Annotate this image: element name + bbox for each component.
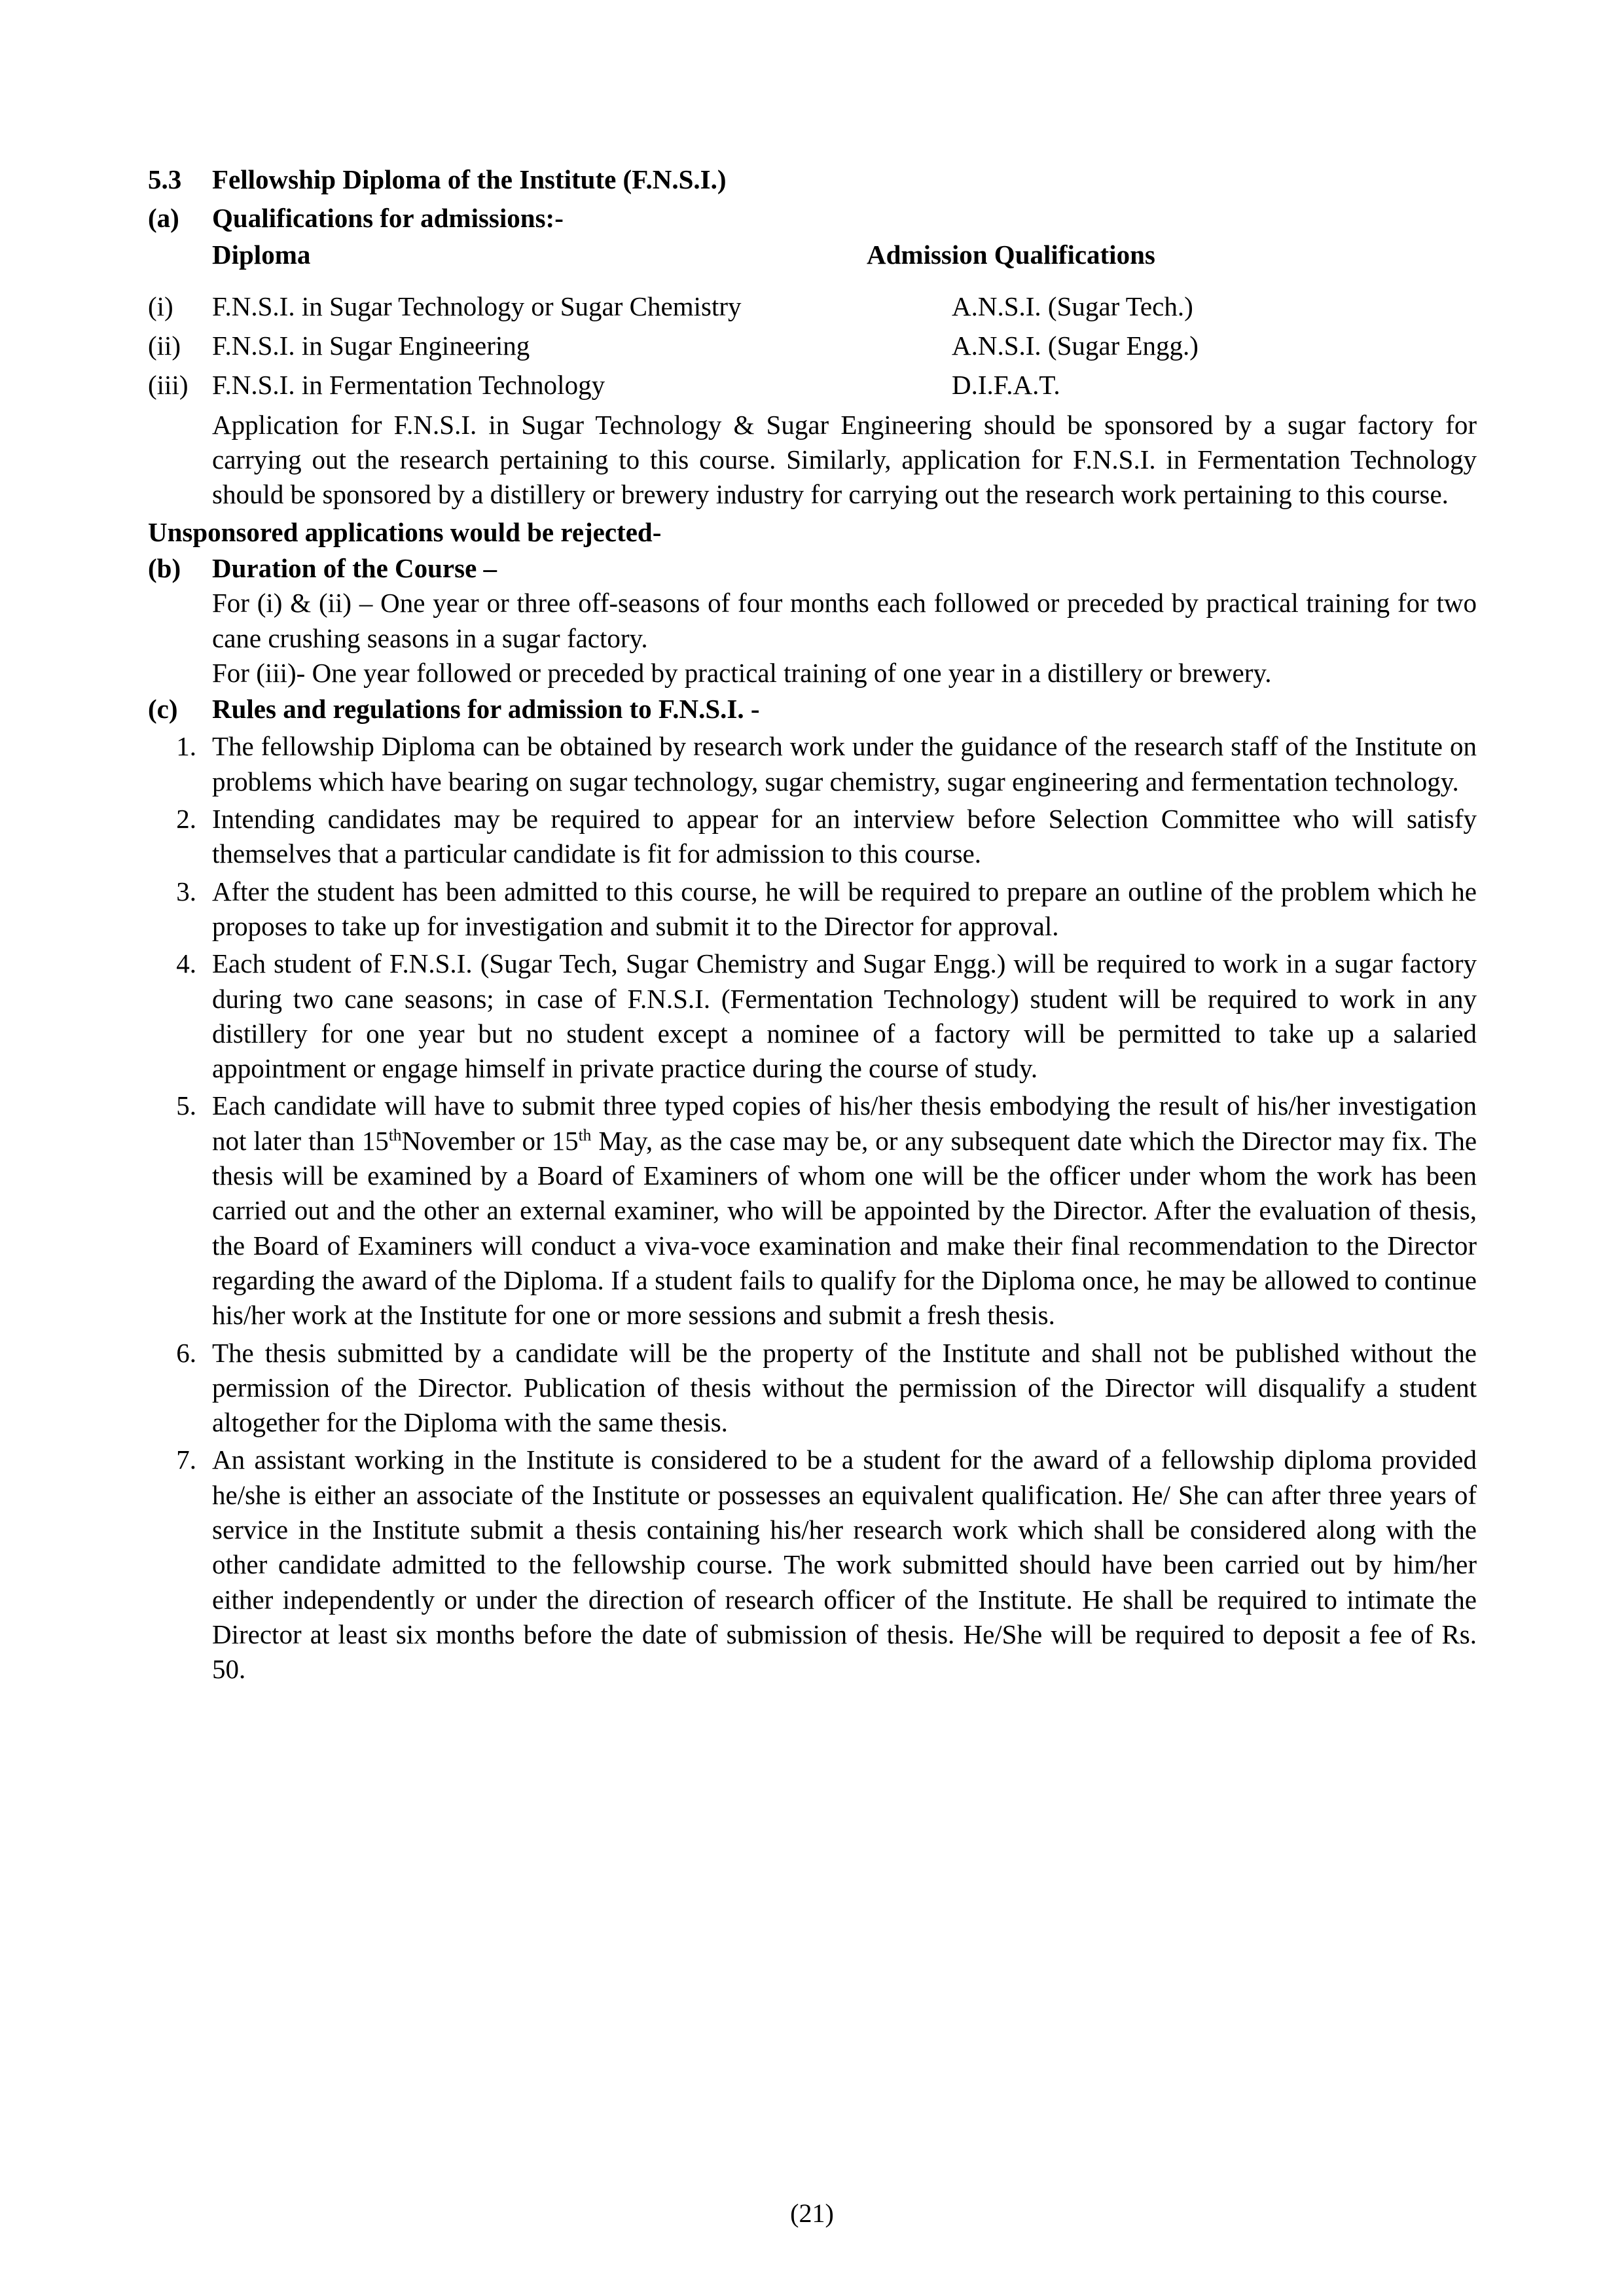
rule5-part2: November or 15: [401, 1125, 579, 1156]
rule5-ordinal-1: th: [388, 1126, 402, 1145]
application-note-paragraph: Application for F.N.S.I. in Sugar Technology & Sugar Engineering should be sponsored by a sugar factory for carrying out the research pertaining to this course. Similarly, application for F.N.S.I. in Fermentation Technology should be sponsored by a distillery or brewery industry for carrying out the research work pertaining to this course.: [212, 409, 1477, 510]
rule5-part1: Each candidate will have to submit three typed copies of his/her thesis embodying the result of his/her investigation not later than 15: [212, 1090, 1477, 1156]
rule-text: Each student of F.N.S.I. (Sugar Tech, Sugar Chemistry and Sugar Engg.) will be required to work in a sugar factory during two cane seasons; in case of F.N.S.I. (Fermentation Technology) student will be required to work in any distillery for one year but no student except a nominee of a factory will be permitted to take up a salaried appointment or engage himself in private practice during the course of study.: [212, 948, 1477, 1084]
column-header-diploma: Diploma: [212, 239, 311, 270]
qualifications-table-header: [148, 238, 1477, 272]
row-diploma: F.N.S.I. in Sugar Technology or Sugar Chemistry: [212, 291, 742, 321]
rule5-part3: May, as the case may be, or any subsequent date which the Director may fix. The thesis will be examined by a Board of Examiners of whom one will be the officer under whom the work has been carried out and the other an external examiner, who will be appointed by the Director. After the evaluation of thesis, the Board of Examiners will conduct a viva-voce examination and make their final recommendation to the Director regarding the award of the Diploma. If a student fails to qualify for the Diploma once, he may be allowed to continue his/her work at the Institute for one or more sessions and submit a fresh thesis.: [212, 1125, 1477, 1331]
rule-text: [212, 1088, 1477, 1333]
part-c-title: Rules and regulations for admission to F.N.S.I. -: [212, 694, 760, 725]
row-qualification: A.N.S.I. (Sugar Tech.): [952, 291, 1193, 321]
part-b-heading: [148, 551, 1477, 586]
rule-number: 3.: [176, 876, 196, 906]
rule-number: 1.: [176, 731, 196, 762]
rule-number: 2.: [176, 804, 196, 834]
row-qualification: A.N.S.I. (Sugar Engg.): [952, 331, 1199, 361]
row-marker: (iii): [148, 370, 189, 401]
row-qualification: D.I.F.A.T.: [952, 370, 1060, 401]
part-b-marker: (b): [148, 552, 181, 583]
rule-number: 5.: [176, 1090, 196, 1121]
row-diploma: F.N.S.I. in Sugar Engineering: [212, 331, 530, 361]
list-item: [148, 1088, 1477, 1333]
rule-text: The thesis submitted by a candidate will be the property of the Institute and shall not be published without the permission of the Director. Publication of thesis without the permission of the Director will disqualify a student altogether for the Diploma with the same thesis.: [212, 1337, 1477, 1438]
part-a-marker: (a): [148, 203, 179, 234]
rule-text: Intending candidates may be required to appear for an interview before Selection Committee who will satisfy themselves that a particular candidate is fit for admission to this course.: [212, 804, 1477, 869]
page-content: [148, 162, 1477, 1687]
page-number: (21): [790, 2198, 834, 2228]
rule-number: 4.: [176, 948, 196, 979]
part-c-marker: (c): [148, 694, 178, 725]
list-item: [148, 1336, 1477, 1441]
rule-number: 7.: [176, 1444, 196, 1475]
part-c-heading: [148, 692, 1477, 726]
row-marker: (ii): [148, 331, 181, 361]
table-row: [148, 289, 1477, 324]
list-item: [148, 729, 1477, 799]
section-title: Fellowship Diploma of the Institute (F.N.S.I.): [212, 164, 727, 194]
row-marker: (i): [148, 291, 173, 321]
part-a-heading: [148, 201, 1477, 236]
column-header-admission-qualifications: Admission Qualifications: [867, 239, 1155, 270]
rule-text: After the student has been admitted to this course, he will be required to prepare an outline of the problem which he proposes to take up for investigation and submit it to the Director for approval.: [212, 876, 1477, 941]
rule-text: An assistant working in the Institute is considered to be a student for the award of a fellowship diploma provided he/she is either an associate of the Institute or possesses an equivalent qualification. He/ She can after three years of service in the Institute submit a thesis containing his/her research work which shall be considered along with the other candidate admitted to the fellowship course. The work submitted should have been carried out by him/her either independently or under the direction of research officer of the Institute. He shall be required to intimate the Director at least six months before the date of submission of thesis. He/She will be required to deposit a fee of Rs. 50.: [212, 1444, 1477, 1685]
part-b-paragraph-1: For (i) & (ii) – One year or three off-seasons of four months each followed or preceded by practical training for two cane crushing seasons in a sugar factory.: [212, 588, 1477, 653]
rules-list: [148, 729, 1477, 1687]
list-item: [148, 802, 1477, 872]
section-number: 5.3: [148, 164, 182, 194]
part-b-title: Duration of the Course –: [212, 552, 497, 583]
list-item: [148, 1443, 1477, 1687]
list-item: [148, 874, 1477, 944]
section-heading: [148, 162, 1477, 197]
table-row: [148, 368, 1477, 403]
row-diploma: F.N.S.I. in Fermentation Technology: [212, 370, 605, 401]
part-b-paragraph-2: For (iii)- One year followed or preceded by practical training of one year in a distillery or brewery.: [212, 657, 1272, 688]
table-row: [148, 329, 1477, 363]
rule5-ordinal-2: th: [578, 1126, 592, 1145]
part-a-title: Qualifications for admissions:-: [212, 203, 564, 234]
header-pad: [148, 238, 212, 272]
rule-number: 6.: [176, 1337, 196, 1368]
unsponsored-notice: Unsponsored applications would be rejected-: [148, 516, 662, 547]
rule-text: The fellowship Diploma can be obtained by research work under the guidance of the research staff of the Institute on problems which have bearing on sugar technology, sugar chemistry, sugar engineering and fermentation technology.: [212, 731, 1477, 797]
list-item: [148, 946, 1477, 1086]
